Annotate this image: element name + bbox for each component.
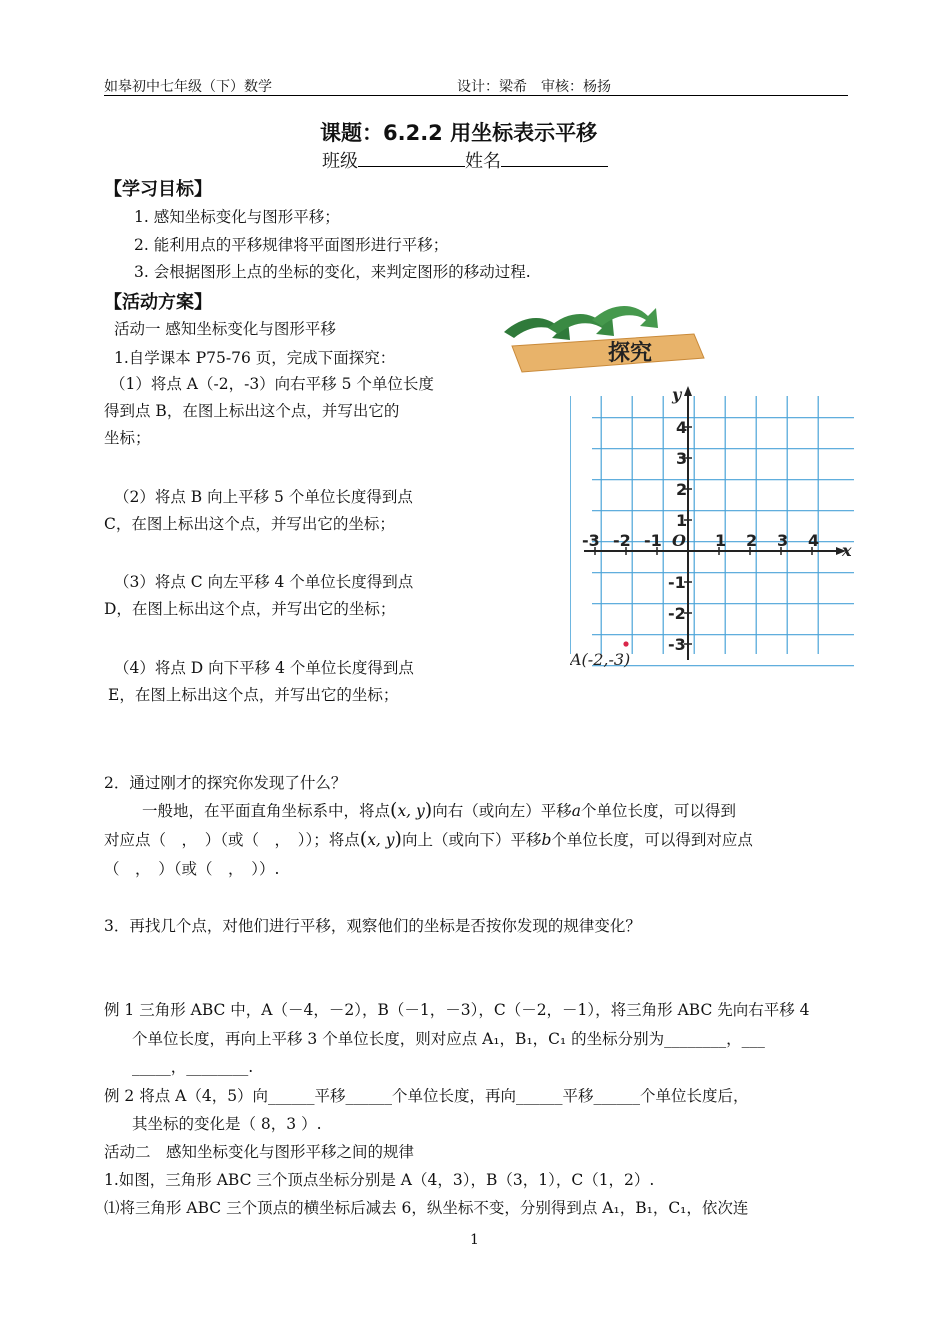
- example-2-line: 其坐标的变化是（ 8，3 ）.: [132, 1115, 322, 1133]
- self-study-intro: 1.自学课本 P75-76 页，完成下面探究：: [114, 349, 396, 367]
- rule-line-3: （ ， ）（或（ ， ））.: [104, 860, 280, 878]
- var-a: a: [571, 802, 581, 820]
- question-4: [104, 655, 494, 709]
- x-tick-label: 3: [777, 531, 789, 550]
- plan-heading: 【活动方案】: [104, 292, 212, 313]
- section-2-heading: 2．通过刚才的探究你发现了什么？: [104, 774, 347, 792]
- class-label: 班级: [322, 151, 358, 172]
- goals-heading: 【学习目标】: [104, 179, 212, 200]
- q2-line: （2）将点 B 向上平移 5 个单位长度得到点: [114, 488, 413, 506]
- y-tick-label: 4: [676, 418, 688, 437]
- y-tick-label: 3: [676, 449, 688, 468]
- rule-text: 向右（或向左）平移: [432, 802, 572, 820]
- activity1-heading: 活动一 感知坐标变化与图形平移: [114, 320, 336, 338]
- coordinate-graph: [570, 378, 860, 668]
- rule-text: 个单位长度，可以得到对应点: [551, 831, 753, 849]
- y-tick-label: -1: [668, 573, 686, 592]
- page-number: 1: [470, 1232, 479, 1248]
- y-tick-label: 1: [676, 511, 688, 530]
- x-tick-label: 4: [808, 531, 820, 550]
- axes: [584, 386, 846, 660]
- x-tick-label: 2: [746, 531, 758, 550]
- rule-text: 一般地，在平面直角坐标系中，将点: [142, 802, 391, 820]
- rule-text: 对应点（ ， ）（或（ ， ））；将点: [104, 831, 360, 849]
- rule-line-1: [142, 799, 736, 821]
- x-tick-label: -1: [644, 531, 662, 550]
- x-tick-label: -2: [613, 531, 631, 550]
- q4-line: E，在图上标出这个点，并写出它的坐标；: [108, 686, 399, 704]
- q3-line: （3）将点 C 向左平移 4 个单位长度得到点: [114, 573, 414, 591]
- point-a-label: A(-2,-3): [570, 650, 631, 668]
- paren: ): [394, 828, 402, 850]
- example-2-line: 例 2 将点 A（4，5）向______平移______个单位长度，再向______平移______个单位长度后，: [104, 1087, 749, 1105]
- point-xy: x, y: [397, 802, 425, 820]
- class-name-line: [322, 147, 608, 173]
- header-left: 如皋初中七年级（下）数学: [104, 79, 272, 95]
- activity2-line: 1.如图，三角形 ABC 三个顶点坐标分别是 A（4，3），B（3，1），C（1，2）.: [104, 1171, 655, 1189]
- y-tick-label: -3: [668, 635, 686, 654]
- goal-item: 2. 能利用点的平移规律将平面图形进行平移；: [134, 236, 449, 254]
- example-1-line: 例 1 三角形 ABC 中，A（－4，－2），B（－1，－3），C（－2，－1），将三角形 ABC 先向右平移 4: [104, 1001, 810, 1019]
- page-title: 课题：6.2.2 用坐标表示平移: [320, 121, 598, 145]
- q1-line: （1）将点 A（-2，-3）向右平移 5 个单位长度: [110, 375, 434, 393]
- activity2-heading: 活动二 感知坐标变化与图形平移之间的规律: [104, 1143, 415, 1161]
- header-rule: [104, 95, 848, 96]
- goal-item: 1. 感知坐标变化与图形平移；: [134, 208, 340, 226]
- point-xy: x, y: [367, 831, 395, 849]
- point-a-dot: [623, 641, 628, 646]
- banner-text: 探究: [608, 341, 653, 366]
- x-axis-label: x: [842, 541, 852, 560]
- q2-line: C，在图上标出这个点，并写出它的坐标；: [104, 515, 395, 533]
- question-2: [104, 484, 494, 538]
- question-1: [104, 371, 494, 452]
- paren: ): [424, 799, 433, 821]
- tick-labels: [582, 385, 852, 654]
- x-tick-label: 1: [715, 531, 727, 550]
- example-1-line: _____，________.: [132, 1058, 254, 1076]
- rule-text: 向上（或向下）平移: [401, 831, 542, 849]
- name-blank[interactable]: [501, 148, 608, 167]
- var-b: b: [541, 831, 552, 849]
- arrow-icon: [592, 306, 658, 328]
- x-tick-label: -3: [582, 531, 600, 550]
- section-3-text: 3．再找几个点，对他们进行平移，观察他们的坐标是否按你发现的规律变化？: [104, 917, 641, 935]
- point-a: [570, 641, 630, 668]
- q1-line: 得到点 B，在图上标出这个点，并写出它的: [104, 402, 400, 420]
- rule-text: 个单位长度，可以得到: [580, 802, 736, 820]
- header-right: 设计：梁希 审核：杨扬: [457, 79, 611, 95]
- goal-item: 3. 会根据图形上点的坐标的变化，来判定图形的移动过程.: [134, 263, 531, 281]
- y-tick-label: 2: [676, 480, 688, 499]
- origin-label: O: [672, 531, 686, 550]
- paren: (: [390, 799, 398, 821]
- q3-line: D，在图上标出这个点，并写出它的坐标；: [104, 600, 396, 618]
- question-3: [104, 569, 494, 623]
- y-axis-label: y: [672, 385, 682, 404]
- example-1-line: 个单位长度，再向上平移 3 个单位长度，则对应点 A₁，B₁，C₁ 的坐标分别为________，___: [132, 1030, 765, 1048]
- explore-banner: [498, 298, 708, 378]
- q1-line: 坐标；: [104, 429, 151, 447]
- q4-line: （4）将点 D 向下平移 4 个单位长度得到点: [114, 659, 414, 677]
- activity2-line: ⑴将三角形 ABC 三个顶点的横坐标后减去 6，纵坐标不变，分别得到点 A₁，B₁，C₁，依次连: [104, 1199, 749, 1217]
- class-blank[interactable]: [358, 148, 465, 167]
- rule-line-2: [104, 828, 753, 850]
- paren: (: [359, 828, 368, 850]
- y-tick-label: -2: [668, 604, 686, 623]
- name-label: 姓名: [465, 151, 501, 172]
- y-axis-arrow: [684, 386, 692, 396]
